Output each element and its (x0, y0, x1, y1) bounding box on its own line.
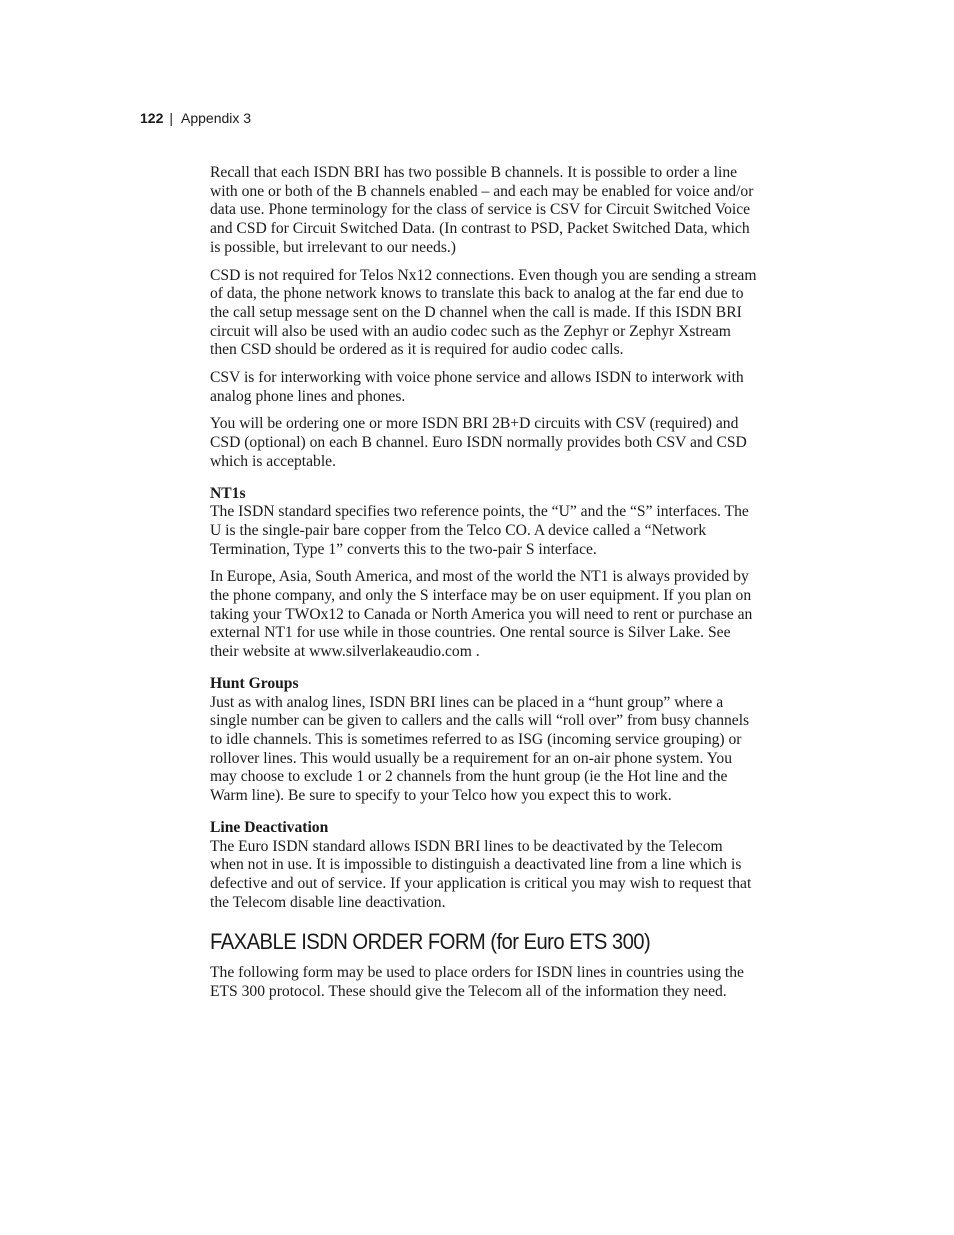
subheading-line-deactivation: Line Deactivation (210, 818, 329, 836)
page-number: 122 (140, 110, 164, 126)
paragraph-nt1s-europe: In Europe, Asia, South America, and most of the world the NT1 is always provided by the phone company, and only the S interface may be on user equipment. If you plan on taking your TWOx12 to Canada or North America you will need to rent or purchase an external NT1 for use while in those countries. One rental source is Silver Lake. See their website at www.silverlakeaudio.com . (210, 568, 753, 661)
paragraph-line-deactivation: The Euro ISDN standard allows ISDN BRI lines to be deactivated by the Telecom when not in use. It is impossible to distinguish a deactivated line from a line which is defective and out of service. If your application is critical you may wish to request that the Telecom disable line deactivation. (210, 837, 752, 911)
paragraph-csv: CSV is for interworking with voice phone service and allows ISDN to interwork with analog phone lines and phones. (210, 369, 744, 405)
paragraph-order-form: The following form may be used to place orders for ISDN lines in countries using the ETS 300 protocol. These should give the Telecom all of the information they need. (210, 964, 744, 1001)
paragraph-csd: CSD is not required for Telos Nx12 connections. Even though you are sending a stream of data, the phone network knows to translate this back to analog at the far end due to the call setup message sent on the D channel when the call is made. If this ISDN BRI circuit will also be used with an audio codec such as the Zephyr or Zephyr Xstream then CSD should be ordered as it is required for audio codec calls. (210, 266, 757, 359)
section-heading-order-form: FAXABLE ISDN ORDER FORM (for Euro ETS 300) (210, 929, 651, 955)
paragraph-b-channels: Recall that each ISDN BRI has two possible B channels. It is possible to order a line with one or both of the B channels enabled – and each may be enabled for voice and/or data use. Phone terminology for the class of service is CSV for Circuit Switched Voice and CSD for Circuit Switched Data. (In contrast to PSD, Packet Switched Data, which is possible, but irrelevant to our needs.) (210, 164, 754, 256)
header-section-title: Appendix 3 (181, 110, 252, 126)
subheading-hunt-groups: Hunt Groups (210, 674, 299, 692)
header-separator: | (169, 110, 173, 126)
paragraph-hunt-groups: Just as with analog lines, ISDN BRI lines can be placed in a “hunt group” where a single number can be given to callers and the calls will “roll over” from busy channels to idle channels. This is sometimes referred to as ISG (incoming service grouping) or rollover lines. This would usually be a requirement for an on-air phone system. You may choose to exclude 1 or 2 channels from the hunt group (ie the Hot line and the Warm line). Be sure to specify to your Telco how you expect this to work. (210, 693, 750, 805)
body-text-column (210, 164, 758, 1011)
paragraph-ordering: You will be ordering one or more ISDN BRI 2B+D circuits with CSV (required) and CSD (optional) on each B channel. Euro ISDN normally provides both CSV and CSD which is acceptable. (210, 415, 747, 470)
running-header (140, 110, 251, 126)
paragraph-nt1s-reference-points: The ISDN standard specifies two reference points, the “U” and the “S” interfaces. The U is the single-pair bare copper from the Telco CO. A device called a “Network Termination, Type 1” converts this to the two-pair S interface. (210, 503, 749, 558)
subheading-nt1s: NT1s (210, 484, 246, 502)
